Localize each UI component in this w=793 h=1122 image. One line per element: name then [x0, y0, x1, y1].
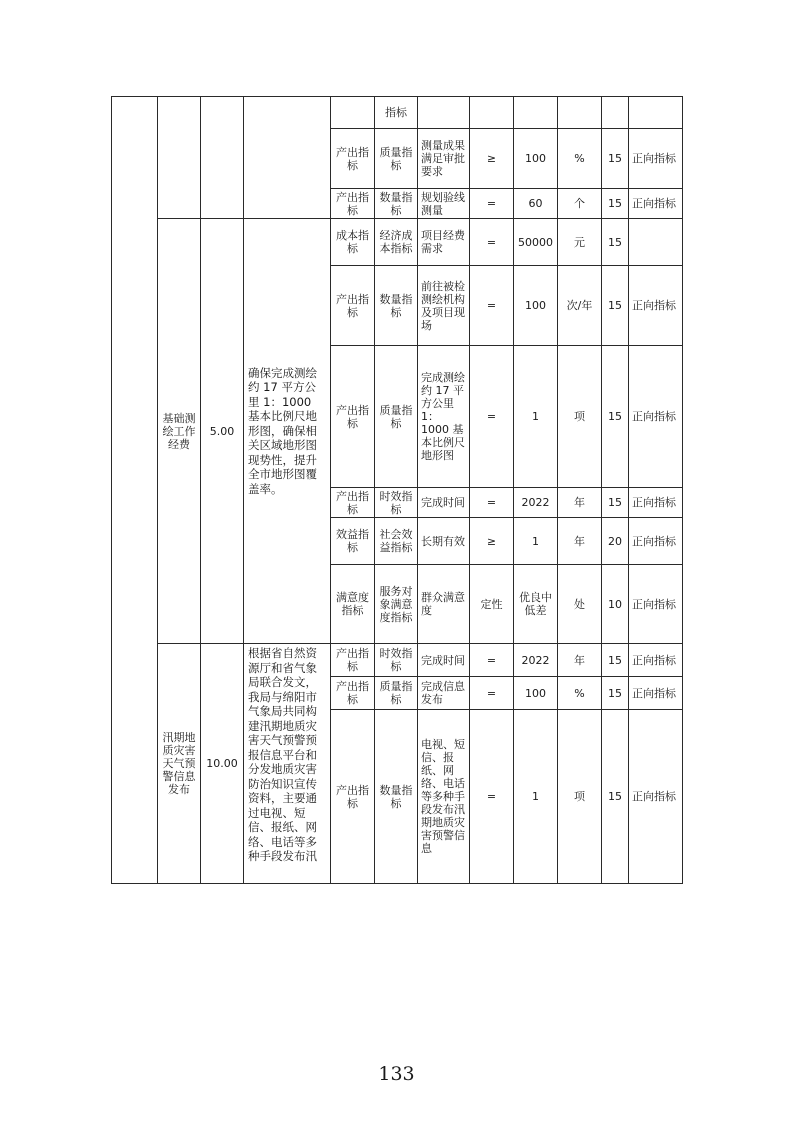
indicator-cell: 群众满意度: [418, 565, 470, 644]
unit-cell: 年: [558, 644, 602, 677]
value-cell: 优良中低差: [514, 565, 558, 644]
score-cell: 20: [602, 518, 629, 565]
value-cell: 50000: [514, 219, 558, 266]
score-cell: 15: [602, 266, 629, 346]
score-cell: 15: [602, 189, 629, 219]
direction-cell: 正向指标: [629, 644, 683, 677]
operator-cell: =: [470, 677, 514, 710]
indicator-cell: 项目经费需求: [418, 219, 470, 266]
direction-cell: 正向指标: [629, 266, 683, 346]
score-cell: 15: [602, 488, 629, 518]
operator-cell: ≥: [470, 518, 514, 565]
value-cell: 1: [514, 710, 558, 884]
level1-cell: 成本指标: [331, 219, 375, 266]
level1-cell: 产出指标: [331, 129, 375, 189]
direction-cell: 正向指标: [629, 488, 683, 518]
score-cell: 15: [602, 129, 629, 189]
amount-cell: 10.00: [201, 644, 244, 884]
direction-cell: 正向指标: [629, 129, 683, 189]
level1-cell: 产出指标: [331, 266, 375, 346]
level2-cell: 数量指标: [375, 710, 418, 884]
value-cell: 2022: [514, 488, 558, 518]
unit-cell: 项: [558, 710, 602, 884]
direction-cell: 正向指标: [629, 346, 683, 488]
value-cell: 1: [514, 518, 558, 565]
level2-cell: 数量指标: [375, 266, 418, 346]
goal-cell: 根据省自然资源厅和省气象局联合发文，我局与绵阳市气象局共同构建汛期地质灾害天气预警预报信息平台和分发地质灾害防治知识宣传资料，主要通过电视、短信、报纸、网络、电话等多种手段发布汛: [244, 644, 331, 884]
level2-cell: 质量指标: [375, 677, 418, 710]
indicator-cell: [418, 97, 470, 129]
score-cell: 15: [602, 710, 629, 884]
direction-cell: 正向指标: [629, 677, 683, 710]
level2-cell: 服务对象满意度指标: [375, 565, 418, 644]
operator-cell: =: [470, 488, 514, 518]
indicator-cell: 规划验线测量: [418, 189, 470, 219]
direction-cell: 正向指标: [629, 518, 683, 565]
project-name-cell: [158, 97, 201, 219]
level1-cell: 产出指标: [331, 346, 375, 488]
value-cell: 1: [514, 346, 558, 488]
level2-cell: 质量指标: [375, 129, 418, 189]
value-cell: [514, 97, 558, 129]
value-cell: 60: [514, 189, 558, 219]
value-cell: 2022: [514, 644, 558, 677]
operator-cell: =: [470, 346, 514, 488]
unit-cell: %: [558, 129, 602, 189]
level2-cell: 时效指标: [375, 644, 418, 677]
direction-cell: 正向指标: [629, 565, 683, 644]
indicator-cell: 前往被检测绘机构及项目现场: [418, 266, 470, 346]
unit-cell: 处: [558, 565, 602, 644]
unit-cell: 项: [558, 346, 602, 488]
operator-cell: =: [470, 710, 514, 884]
goal-cell: [244, 97, 331, 219]
unit-cell: %: [558, 677, 602, 710]
score-cell: 10: [602, 565, 629, 644]
score-cell: 15: [602, 677, 629, 710]
category-cell: [112, 97, 158, 884]
indicator-cell: 长期有效: [418, 518, 470, 565]
unit-cell: 年: [558, 518, 602, 565]
unit-cell: 个: [558, 189, 602, 219]
direction-cell: [629, 97, 683, 129]
direction-cell: 正向指标: [629, 189, 683, 219]
level1-cell: 产出指标: [331, 189, 375, 219]
level1-cell: 产出指标: [331, 677, 375, 710]
page-number: 133: [378, 1063, 415, 1085]
direction-cell: 正向指标: [629, 710, 683, 884]
level1-cell: 效益指标: [331, 518, 375, 565]
score-cell: 15: [602, 346, 629, 488]
indicator-cell: 完成时间: [418, 644, 470, 677]
score-cell: 15: [602, 219, 629, 266]
level1-cell: 产出指标: [331, 710, 375, 884]
level2-cell: 质量指标: [375, 346, 418, 488]
operator-cell: 定性: [470, 565, 514, 644]
amount-cell: 5.00: [201, 219, 244, 644]
operator-cell: =: [470, 219, 514, 266]
level2-cell: 数量指标: [375, 189, 418, 219]
level2-cell: 指标: [375, 97, 418, 129]
table-row: [112, 644, 683, 677]
unit-cell: 次/年: [558, 266, 602, 346]
amount-cell: [201, 97, 244, 219]
operator-cell: =: [470, 644, 514, 677]
operator-cell: =: [470, 189, 514, 219]
indicator-cell: 完成测绘约 17 平方公里 1：1000 基本比例尺地形图: [418, 346, 470, 488]
table-row: [112, 219, 683, 266]
unit-cell: 元: [558, 219, 602, 266]
level2-cell: 经济成本指标: [375, 219, 418, 266]
operator-cell: [470, 97, 514, 129]
table-row: [112, 97, 683, 129]
performance-table: [111, 96, 683, 884]
indicator-cell: 完成信息发布: [418, 677, 470, 710]
direction-cell: [629, 219, 683, 266]
level1-cell: 产出指标: [331, 488, 375, 518]
score-cell: 15: [602, 644, 629, 677]
value-cell: 100: [514, 129, 558, 189]
value-cell: 100: [514, 266, 558, 346]
level2-cell: 社会效益指标: [375, 518, 418, 565]
level2-cell: 时效指标: [375, 488, 418, 518]
unit-cell: [558, 97, 602, 129]
indicator-cell: 电视、短信、报纸、网络、电话等多种手段发布汛期地质灾害预警信息: [418, 710, 470, 884]
value-cell: 100: [514, 677, 558, 710]
level1-cell: 满意度指标: [331, 565, 375, 644]
project-name-cell: 汛期地质灾害天气预警信息发布: [158, 644, 201, 884]
level1-cell: [331, 97, 375, 129]
indicator-cell: 完成时间: [418, 488, 470, 518]
project-name-cell: 基础测绘工作经费: [158, 219, 201, 644]
indicator-cell: 测量成果满足审批要求: [418, 129, 470, 189]
level1-cell: 产出指标: [331, 644, 375, 677]
score-cell: [602, 97, 629, 129]
operator-cell: =: [470, 266, 514, 346]
goal-cell: 确保完成测绘约 17 平方公里 1：1000 基本比例尺地形图，确保相关区域地形图现势性，提升全市地形图覆盖率。: [244, 219, 331, 644]
operator-cell: ≥: [470, 129, 514, 189]
unit-cell: 年: [558, 488, 602, 518]
